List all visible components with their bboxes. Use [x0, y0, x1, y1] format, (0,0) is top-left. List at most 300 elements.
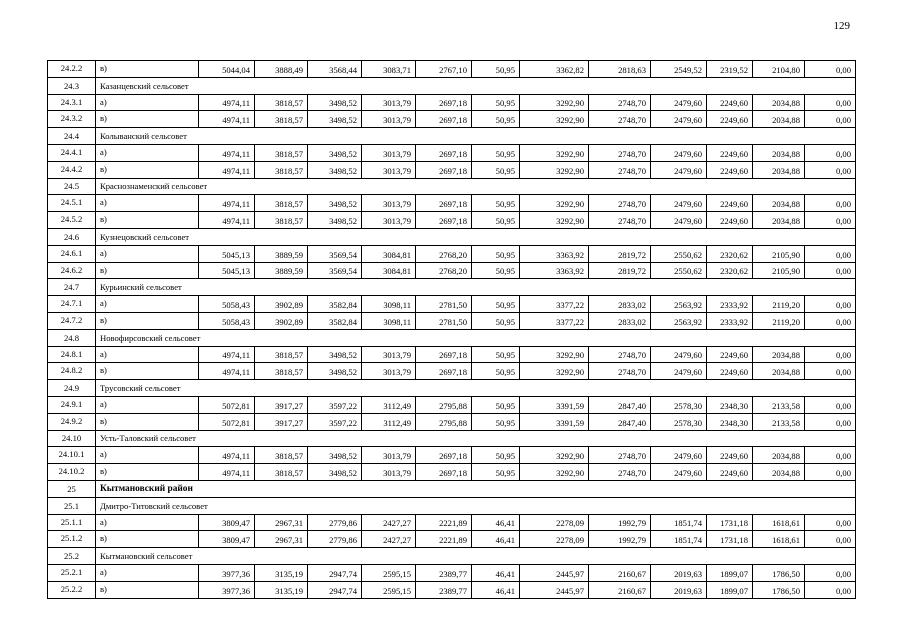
value-cell: 2578,30	[651, 413, 707, 430]
table-row	[48, 144, 856, 161]
row-code: 24.3.2	[48, 111, 96, 128]
value-cell: 2595,15	[362, 564, 416, 581]
value-cell: 2479,60	[651, 94, 707, 111]
value-cell: 3569,54	[308, 245, 362, 262]
row-subitem: а)	[96, 245, 199, 262]
value-cell: 2947,74	[308, 564, 362, 581]
value-cell: 2479,60	[651, 346, 707, 363]
row-code: 25.2.1	[48, 564, 96, 581]
row-subitem: в)	[96, 531, 199, 548]
value-cell: 3818,57	[255, 212, 308, 229]
value-cell: 46,41	[472, 564, 520, 581]
value-cell: 46,41	[472, 581, 520, 598]
value-cell: 3013,79	[362, 111, 416, 128]
value-cell: 3363,92	[520, 262, 589, 279]
row-code: 24.3	[48, 77, 96, 94]
value-cell: 2320,62	[707, 262, 753, 279]
value-cell: 1786,50	[753, 581, 805, 598]
value-cell: 2795,88	[416, 413, 472, 430]
value-cell: 2019,63	[651, 581, 707, 598]
value-cell: 3818,57	[255, 111, 308, 128]
section-title: Кузнецовский сельсовет	[96, 228, 856, 245]
value-cell: 3498,52	[308, 111, 362, 128]
value-cell: 3597,22	[308, 396, 362, 413]
value-cell: 0,00	[805, 564, 856, 581]
value-cell: 2348,30	[707, 413, 753, 430]
section-title: Казанцевский сельсовет	[96, 77, 856, 94]
value-cell: 0,00	[805, 363, 856, 380]
row-code: 24.8.1	[48, 346, 96, 363]
value-cell: 4974,11	[199, 161, 255, 178]
value-cell: 3818,57	[255, 161, 308, 178]
value-cell: 2748,70	[589, 94, 651, 111]
value-cell: 3902,89	[255, 312, 308, 329]
value-cell: 1992,79	[589, 531, 651, 548]
value-cell: 2160,67	[589, 581, 651, 598]
value-cell: 50,95	[472, 396, 520, 413]
row-code: 24.10.2	[48, 464, 96, 481]
section-heading-row	[48, 430, 856, 447]
value-cell: 0,00	[805, 464, 856, 481]
section-heading-row	[48, 178, 856, 195]
value-cell: 46,41	[472, 514, 520, 531]
value-cell: 2249,60	[707, 212, 753, 229]
value-cell: 2479,60	[651, 161, 707, 178]
value-cell: 5044,04	[199, 61, 255, 78]
value-cell: 3818,57	[255, 94, 308, 111]
value-cell: 2249,60	[707, 447, 753, 464]
value-cell: 50,95	[472, 346, 520, 363]
value-cell: 2479,60	[651, 111, 707, 128]
value-cell: 3498,52	[308, 464, 362, 481]
value-cell: 2427,27	[362, 531, 416, 548]
value-cell: 2697,18	[416, 94, 472, 111]
row-subitem: а)	[96, 296, 199, 313]
table-row	[48, 464, 856, 481]
table-row	[48, 581, 856, 598]
value-cell: 50,95	[472, 161, 520, 178]
row-subitem: в)	[96, 464, 199, 481]
value-cell: 3391,59	[520, 396, 589, 413]
value-cell: 0,00	[805, 346, 856, 363]
table-row	[48, 245, 856, 262]
value-cell: 2104,80	[753, 61, 805, 78]
value-cell: 1618,61	[753, 514, 805, 531]
value-cell: 2697,18	[416, 111, 472, 128]
value-cell: 2119,20	[753, 296, 805, 313]
value-cell: 2319,52	[707, 61, 753, 78]
row-code: 24.9.2	[48, 413, 96, 430]
value-cell: 2847,40	[589, 396, 651, 413]
value-cell: 2119,20	[753, 312, 805, 329]
value-cell: 4974,11	[199, 144, 255, 161]
value-cell: 3809,47	[199, 514, 255, 531]
value-cell: 3818,57	[255, 363, 308, 380]
value-cell: 2034,88	[753, 346, 805, 363]
value-cell: 2578,30	[651, 396, 707, 413]
value-cell: 2819,72	[589, 245, 651, 262]
value-cell: 3112,49	[362, 396, 416, 413]
value-cell: 0,00	[805, 296, 856, 313]
value-cell: 3292,90	[520, 363, 589, 380]
value-cell: 1899,07	[707, 581, 753, 598]
value-cell: 1618,61	[753, 531, 805, 548]
value-cell: 2160,67	[589, 564, 651, 581]
value-cell: 2389,77	[416, 581, 472, 598]
value-cell: 2221,89	[416, 514, 472, 531]
value-cell: 3292,90	[520, 144, 589, 161]
value-cell: 5058,43	[199, 296, 255, 313]
value-cell: 50,95	[472, 363, 520, 380]
value-cell: 2550,62	[651, 245, 707, 262]
value-cell: 3809,47	[199, 531, 255, 548]
value-cell: 0,00	[805, 94, 856, 111]
value-cell: 2221,89	[416, 531, 472, 548]
value-cell: 1731,18	[707, 531, 753, 548]
value-cell: 2249,60	[707, 94, 753, 111]
value-cell: 4974,11	[199, 212, 255, 229]
value-cell: 2967,31	[255, 531, 308, 548]
value-cell: 0,00	[805, 447, 856, 464]
value-cell: 2697,18	[416, 144, 472, 161]
value-cell: 3083,71	[362, 61, 416, 78]
value-cell: 50,95	[472, 212, 520, 229]
value-cell: 3112,49	[362, 413, 416, 430]
value-cell: 2389,77	[416, 564, 472, 581]
value-cell: 3084,81	[362, 262, 416, 279]
table-body	[48, 61, 856, 599]
value-cell: 2748,70	[589, 195, 651, 212]
section-title: Курьинский сельсовет	[96, 279, 856, 296]
value-cell: 2278,09	[520, 531, 589, 548]
value-cell: 1899,07	[707, 564, 753, 581]
value-cell: 3135,19	[255, 581, 308, 598]
value-cell: 5045,13	[199, 262, 255, 279]
value-cell: 3977,36	[199, 564, 255, 581]
row-subitem: в)	[96, 581, 199, 598]
value-cell: 50,95	[472, 245, 520, 262]
value-cell: 3292,90	[520, 111, 589, 128]
section-title: Усть-Таловский сельсовет	[96, 430, 856, 447]
value-cell: 3292,90	[520, 161, 589, 178]
value-cell: 3498,52	[308, 212, 362, 229]
value-cell: 3597,22	[308, 413, 362, 430]
table-row	[48, 564, 856, 581]
row-code: 24.9	[48, 380, 96, 397]
value-cell: 2034,88	[753, 195, 805, 212]
row-code: 24.10.1	[48, 447, 96, 464]
row-code: 25.1.1	[48, 514, 96, 531]
value-cell: 3098,11	[362, 296, 416, 313]
value-cell: 3292,90	[520, 464, 589, 481]
value-cell: 2249,60	[707, 195, 753, 212]
row-code: 25.2.2	[48, 581, 96, 598]
table-row	[48, 447, 856, 464]
value-cell: 2748,70	[589, 111, 651, 128]
value-cell: 2105,90	[753, 262, 805, 279]
row-code: 24.8	[48, 329, 96, 346]
row-code: 25.1.2	[48, 531, 96, 548]
value-cell: 50,95	[472, 195, 520, 212]
value-cell: 2249,60	[707, 161, 753, 178]
value-cell: 2748,70	[589, 144, 651, 161]
value-cell: 3888,49	[255, 61, 308, 78]
row-code: 24.4.1	[48, 144, 96, 161]
value-cell: 2748,70	[589, 464, 651, 481]
value-cell: 2133,58	[753, 413, 805, 430]
value-cell: 2320,62	[707, 245, 753, 262]
value-cell: 2479,60	[651, 144, 707, 161]
value-cell: 5072,81	[199, 396, 255, 413]
value-cell: 3362,82	[520, 61, 589, 78]
value-cell: 2019,63	[651, 564, 707, 581]
row-code: 24.7	[48, 279, 96, 296]
value-cell: 3013,79	[362, 195, 416, 212]
row-subitem: в)	[96, 262, 199, 279]
value-cell: 2034,88	[753, 464, 805, 481]
value-cell: 46,41	[472, 531, 520, 548]
value-cell: 2034,88	[753, 111, 805, 128]
value-cell: 2697,18	[416, 464, 472, 481]
table-row	[48, 61, 856, 78]
value-cell: 4974,11	[199, 346, 255, 363]
value-cell: 50,95	[472, 447, 520, 464]
value-cell: 2249,60	[707, 111, 753, 128]
value-cell: 2333,92	[707, 312, 753, 329]
row-subitem: в)	[96, 61, 199, 78]
value-cell: 2034,88	[753, 447, 805, 464]
value-cell: 2697,18	[416, 447, 472, 464]
value-cell: 2333,92	[707, 296, 753, 313]
table-row	[48, 212, 856, 229]
tariff-table	[47, 60, 856, 599]
value-cell: 3498,52	[308, 363, 362, 380]
table-row	[48, 195, 856, 212]
section-title: Колыванский сельсовет	[96, 128, 856, 145]
value-cell: 3363,92	[520, 245, 589, 262]
section-title: Дмитро-Титовский сельсовет	[96, 497, 856, 514]
value-cell: 2249,60	[707, 363, 753, 380]
row-code: 24.6	[48, 228, 96, 245]
value-cell: 2781,50	[416, 296, 472, 313]
value-cell: 2249,60	[707, 464, 753, 481]
value-cell: 4974,11	[199, 195, 255, 212]
table-row	[48, 346, 856, 363]
value-cell: 3013,79	[362, 94, 416, 111]
value-cell: 50,95	[472, 296, 520, 313]
value-cell: 2779,86	[308, 531, 362, 548]
section-heading-row	[48, 380, 856, 397]
page-number: 129	[833, 20, 850, 32]
value-cell: 3818,57	[255, 195, 308, 212]
section-heading-row	[48, 329, 856, 346]
value-cell: 50,95	[472, 111, 520, 128]
value-cell: 2833,02	[589, 296, 651, 313]
value-cell: 2768,20	[416, 262, 472, 279]
section-heading-row	[48, 548, 856, 565]
value-cell: 1851,74	[651, 531, 707, 548]
row-subitem: а)	[96, 564, 199, 581]
value-cell: 2697,18	[416, 195, 472, 212]
row-code: 24.5	[48, 178, 96, 195]
value-cell: 3013,79	[362, 447, 416, 464]
value-cell: 4974,11	[199, 464, 255, 481]
value-cell: 2427,27	[362, 514, 416, 531]
table-row	[48, 413, 856, 430]
value-cell: 4974,11	[199, 94, 255, 111]
row-code: 25.2	[48, 548, 96, 565]
row-code: 25	[48, 480, 96, 497]
value-cell: 0,00	[805, 262, 856, 279]
row-code: 24.7.2	[48, 312, 96, 329]
row-subitem: в)	[96, 161, 199, 178]
value-cell: 4974,11	[199, 363, 255, 380]
district-title: Кытмановский район	[96, 480, 856, 497]
value-cell: 1851,74	[651, 514, 707, 531]
section-heading-row	[48, 128, 856, 145]
value-cell: 3135,19	[255, 564, 308, 581]
row-subitem: а)	[96, 144, 199, 161]
value-cell: 2249,60	[707, 346, 753, 363]
value-cell: 2479,60	[651, 195, 707, 212]
value-cell: 3582,84	[308, 312, 362, 329]
row-code: 24.4.2	[48, 161, 96, 178]
value-cell: 2133,58	[753, 396, 805, 413]
table-row	[48, 531, 856, 548]
value-cell: 5058,43	[199, 312, 255, 329]
value-cell: 3818,57	[255, 447, 308, 464]
value-cell: 3084,81	[362, 245, 416, 262]
row-code: 24.9.1	[48, 396, 96, 413]
value-cell: 3917,27	[255, 413, 308, 430]
value-cell: 2278,09	[520, 514, 589, 531]
value-cell: 50,95	[472, 61, 520, 78]
value-cell: 5045,13	[199, 245, 255, 262]
value-cell: 0,00	[805, 245, 856, 262]
row-code: 24.6.1	[48, 245, 96, 262]
value-cell: 2767,10	[416, 61, 472, 78]
value-cell: 2947,74	[308, 581, 362, 598]
table-row	[48, 396, 856, 413]
value-cell: 3818,57	[255, 464, 308, 481]
row-subitem: а)	[96, 514, 199, 531]
value-cell: 0,00	[805, 111, 856, 128]
value-cell: 0,00	[805, 144, 856, 161]
value-cell: 0,00	[805, 413, 856, 430]
value-cell: 2550,62	[651, 262, 707, 279]
value-cell: 2479,60	[651, 447, 707, 464]
row-code: 24.10	[48, 430, 96, 447]
value-cell: 1992,79	[589, 514, 651, 531]
value-cell: 3498,52	[308, 94, 362, 111]
value-cell: 3292,90	[520, 346, 589, 363]
value-cell: 3013,79	[362, 212, 416, 229]
value-cell: 3377,22	[520, 312, 589, 329]
value-cell: 3013,79	[362, 144, 416, 161]
table-row	[48, 363, 856, 380]
value-cell: 2479,60	[651, 212, 707, 229]
value-cell: 2563,92	[651, 312, 707, 329]
value-cell: 2748,70	[589, 346, 651, 363]
value-cell: 3977,36	[199, 581, 255, 598]
value-cell: 2445,97	[520, 581, 589, 598]
row-subitem: а)	[96, 447, 199, 464]
value-cell: 3498,52	[308, 144, 362, 161]
value-cell: 3391,59	[520, 413, 589, 430]
value-cell: 3498,52	[308, 346, 362, 363]
value-cell: 1786,50	[753, 564, 805, 581]
row-subitem: а)	[96, 346, 199, 363]
value-cell: 3377,22	[520, 296, 589, 313]
row-code: 24.8.2	[48, 363, 96, 380]
row-subitem: а)	[96, 94, 199, 111]
value-cell: 2847,40	[589, 413, 651, 430]
value-cell: 3013,79	[362, 161, 416, 178]
value-cell: 0,00	[805, 531, 856, 548]
value-cell: 2781,50	[416, 312, 472, 329]
table-row	[48, 312, 856, 329]
value-cell: 3013,79	[362, 464, 416, 481]
value-cell: 5072,81	[199, 413, 255, 430]
row-code: 24.3.1	[48, 94, 96, 111]
value-cell: 2833,02	[589, 312, 651, 329]
row-code: 24.5.2	[48, 212, 96, 229]
value-cell: 50,95	[472, 312, 520, 329]
row-subitem: в)	[96, 413, 199, 430]
value-cell: 2748,70	[589, 363, 651, 380]
value-cell: 3498,52	[308, 161, 362, 178]
table-row	[48, 161, 856, 178]
value-cell: 3292,90	[520, 195, 589, 212]
value-cell: 0,00	[805, 581, 856, 598]
value-cell: 2563,92	[651, 296, 707, 313]
value-cell: 2105,90	[753, 245, 805, 262]
row-code: 25.1	[48, 497, 96, 514]
value-cell: 2034,88	[753, 94, 805, 111]
value-cell: 2034,88	[753, 144, 805, 161]
value-cell: 3889,59	[255, 262, 308, 279]
value-cell: 4974,11	[199, 111, 255, 128]
value-cell: 2034,88	[753, 363, 805, 380]
value-cell: 3498,52	[308, 447, 362, 464]
value-cell: 3098,11	[362, 312, 416, 329]
value-cell: 3292,90	[520, 94, 589, 111]
value-cell: 3582,84	[308, 296, 362, 313]
section-title: Новофирсовский сельсовет	[96, 329, 856, 346]
value-cell: 3292,90	[520, 447, 589, 464]
value-cell: 3013,79	[362, 346, 416, 363]
value-cell: 1731,18	[707, 514, 753, 531]
row-subitem: в)	[96, 312, 199, 329]
section-heading-row	[48, 77, 856, 94]
value-cell: 2748,70	[589, 161, 651, 178]
value-cell: 50,95	[472, 144, 520, 161]
section-heading-row	[48, 497, 856, 514]
section-title: Краснознаменский сельсовет	[96, 178, 856, 195]
value-cell: 50,95	[472, 94, 520, 111]
value-cell: 2697,18	[416, 212, 472, 229]
table-row	[48, 296, 856, 313]
value-cell: 0,00	[805, 61, 856, 78]
row-subitem: в)	[96, 363, 199, 380]
value-cell: 2818,63	[589, 61, 651, 78]
value-cell: 3818,57	[255, 144, 308, 161]
value-cell: 2479,60	[651, 464, 707, 481]
value-cell: 0,00	[805, 195, 856, 212]
value-cell: 50,95	[472, 413, 520, 430]
row-code: 24.5.1	[48, 195, 96, 212]
value-cell: 0,00	[805, 212, 856, 229]
